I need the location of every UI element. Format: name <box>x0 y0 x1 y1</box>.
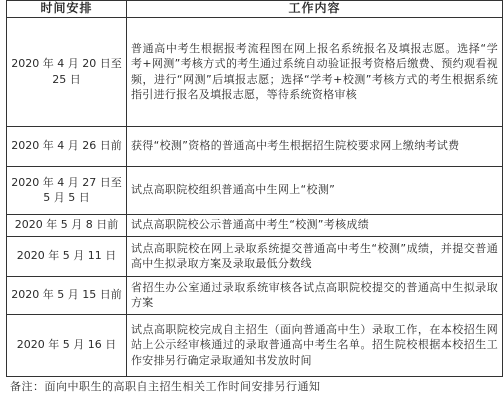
row-time: 2020 年 5 月 8 日前 <box>7 214 127 236</box>
header-time: 时间安排 <box>7 1 127 18</box>
table-row <box>7 236 503 276</box>
table-row <box>7 17 503 126</box>
row-work: 普通高中考生根据报考流程图在网上报名系统报名及填报志愿。选择“学考+网测”考核方式的考生通过系统自动验证报考资格后缴费、预约观看视频，进行“网测”后填报志愿；选择“学考+校测”考核方式的考生根据系统指引进行报名及填报志愿，等待系统资格审核 <box>127 17 503 126</box>
row-work: 省招生办公室通过录取系统审核各试点高职院校提交的普通高中生拟录取方案 <box>127 276 503 314</box>
row-time: 2020 年 4 月 27 日至 5 月 5 日 <box>7 166 127 214</box>
table-row <box>7 166 503 214</box>
row-time: 2020 年 5 月 16 日 <box>7 314 127 376</box>
row-time: 2020 年 4 月 20 日至 25 日 <box>7 17 127 126</box>
row-work: 试点高职院校完成自主招生（面向普通高中生）录取工作，在本校招生网站上公示经审核通过的录取普通高中考生名单。招生院校根据本校招生工作安排另行确定录取通知书发放时间 <box>127 314 503 376</box>
table-row <box>7 314 503 376</box>
table-row <box>7 214 503 236</box>
table-row <box>7 126 503 166</box>
row-work: 试点高职院校公示普通高中考生“校测”考核成绩 <box>127 214 503 236</box>
schedule-table <box>6 0 503 377</box>
row-time: 2020 年 4 月 26 日前 <box>7 126 127 166</box>
table-row <box>7 276 503 314</box>
row-work: 试点高职院校组织普通高中生网上“校测” <box>127 166 503 214</box>
table-header-row <box>7 1 503 18</box>
row-work: 试点高职院校在网上录取系统提交普通高中考生“校测”成绩，并提交普通高中生拟录取方案及录取最低分数线 <box>127 236 503 276</box>
row-work: 获得“校测”资格的普通高中考生根据招生院校要求网上缴纳考试费 <box>127 126 503 166</box>
footnote: 备注：面向中职生的高职自主招生相关工作时间安排另行通知 <box>10 380 321 393</box>
row-time: 2020 年 5 月 11 日 <box>7 236 127 276</box>
header-work: 工作内容 <box>127 1 503 18</box>
row-time: 2020 年 5 月 15 日前 <box>7 276 127 314</box>
